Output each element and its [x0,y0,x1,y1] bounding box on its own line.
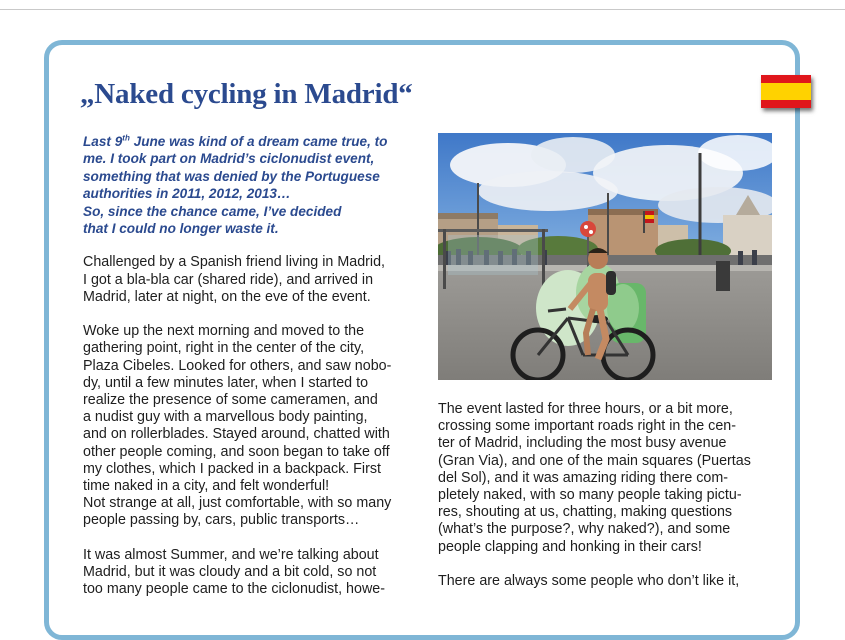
spain-flag-icon [761,75,811,108]
right-column [438,401,778,607]
body-line: a nudist guy with a marvellous body painting, [83,409,368,426]
body-paragraph [438,401,778,556]
flag-stripe-bottom [761,100,811,108]
body-paragraph [83,254,418,306]
body-line: The event lasted for three hours, or a bit more, [438,401,733,417]
body-line: I got a bla-bla car (shared ride), and arrived in [83,271,374,288]
body-line: people passing by, cars, public transports… [83,512,360,529]
lead-line: me. I took part on Madrid’s ciclonudist event, [83,151,375,167]
body-line: dy, until a few minutes later, when I started to [83,374,369,391]
body-line: ter of Madrid, including the most busy avenue [438,435,727,452]
body-paragraph [438,573,778,590]
body-line: realize the presence of some cameramen, and [83,392,378,409]
body-line: and on rollerblades. Stayed around, chatted with [83,426,390,443]
body-line: Plaza Cibeles. Looked for others, and saw nobo- [83,357,392,374]
body-line: Woke up the next morning and moved to the [83,323,365,340]
left-column [83,133,418,616]
article-title: „Naked cycling in Madrid“ [80,78,413,110]
body-line: crossing some important roads right in the cen- [438,418,736,435]
page-top-divider [0,9,845,10]
body-line: It was almost Summer, and we’re talking about [83,546,379,563]
body-line: Madrid, but it was cloudy and a bit cold, so not [83,564,377,581]
body-line: (what’s the purpose?, why naked?), and some [438,521,731,538]
lead-line: Last 9th June was kind of a dream came true, to [83,133,388,149]
body-line: too many people came to the ciclonudist, howe- [83,581,385,598]
body-line: Not strange at all, just comfortable, with so many [83,495,392,512]
body-line: time naked in a city, and felt wonderful! [83,478,330,495]
body-line: Challenged by a Spanish friend living in Madrid, [83,254,386,271]
body-paragraph [83,547,418,599]
body-line: people clapping and honking in their cars! [438,538,702,555]
lead-line: So, since the chance came, I’ve decided [83,203,342,219]
body-line: pletely naked, with so many people taking pictu- [438,487,742,504]
body-line: other people coming, and soon began to take off [83,443,390,460]
body-line: Madrid, later at night, on the eve of the event. [83,288,371,305]
lead-paragraph [83,133,418,237]
photo-illustration [438,133,772,380]
cyclist-photo [438,133,772,380]
body-paragraph [83,323,418,529]
flag-stripe-top [761,75,811,83]
body-line: gathering point, right in the center of the city, [83,340,365,357]
ordinal-suffix: th [122,133,130,143]
lead-line: that I could no longer waste it. [83,221,279,237]
body-line: my clothes, which I packed in a backpack. First [83,460,381,477]
body-line: res, shouting at us, chatting, making questions [438,504,733,521]
body-line: (Gran Via), and one of the main squares (Puertas [438,452,751,469]
body-line: del Sol), and it was amazing riding there com- [438,469,729,486]
page-top-margin [0,0,845,9]
lead-line: authorities in 2011, 2012, 2013… [83,186,291,202]
lead-line: something that was denied by the Portuguese [83,168,380,184]
body-line: There are always some people who don’t like it, [438,573,740,590]
flag-stripe-middle [761,83,811,100]
